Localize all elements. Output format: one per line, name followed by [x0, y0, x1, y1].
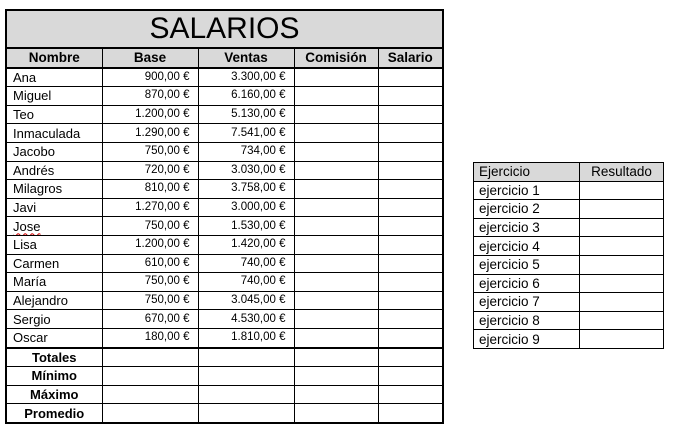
- summary-label[interactable]: Totales: [6, 348, 102, 367]
- ventas-cell[interactable]: 3.045,00 €: [198, 291, 294, 310]
- comision-cell[interactable]: [294, 180, 378, 199]
- summary-base-cell[interactable]: [102, 385, 198, 404]
- name-cell[interactable]: Inmaculada: [6, 124, 102, 143]
- summary-comision-cell[interactable]: [294, 348, 378, 367]
- comision-cell[interactable]: [294, 124, 378, 143]
- name-cell[interactable]: Andrés: [6, 161, 102, 180]
- table-row: [6, 142, 443, 161]
- base-cell[interactable]: 750,00 €: [102, 142, 198, 161]
- salario-cell[interactable]: [378, 217, 443, 236]
- comision-cell[interactable]: [294, 328, 378, 347]
- salario-cell[interactable]: [378, 180, 443, 199]
- header-salario[interactable]: Salario: [378, 48, 443, 68]
- exercise-label[interactable]: ejercicio 2: [474, 200, 580, 219]
- exercise-row: [474, 311, 664, 330]
- salario-cell[interactable]: [378, 161, 443, 180]
- name-cell[interactable]: Jose: [6, 217, 102, 236]
- salario-cell[interactable]: [378, 105, 443, 124]
- summary-base-cell[interactable]: [102, 404, 198, 423]
- table-row: [6, 217, 443, 236]
- name-cell[interactable]: Jacobo: [6, 142, 102, 161]
- header-row: [6, 48, 443, 68]
- ventas-cell[interactable]: 1.810,00 €: [198, 328, 294, 347]
- base-cell[interactable]: 670,00 €: [102, 310, 198, 329]
- exercise-label[interactable]: ejercicio 5: [474, 255, 580, 274]
- table-row: [6, 180, 443, 199]
- summary-row: [6, 348, 443, 367]
- summary-row: [6, 404, 443, 423]
- salario-cell[interactable]: [378, 254, 443, 273]
- salario-cell[interactable]: [378, 273, 443, 292]
- summary-salario-cell[interactable]: [378, 367, 443, 386]
- table-row: [6, 291, 443, 310]
- ventas-cell[interactable]: 3.758,00 €: [198, 180, 294, 199]
- ventas-cell[interactable]: 4.530,00 €: [198, 310, 294, 329]
- exercise-row: [474, 181, 664, 200]
- exercise-label[interactable]: ejercicio 1: [474, 181, 580, 200]
- comision-cell[interactable]: [294, 161, 378, 180]
- salario-cell[interactable]: [378, 68, 443, 87]
- table-row: [6, 105, 443, 124]
- comision-cell[interactable]: [294, 254, 378, 273]
- exercise-label[interactable]: ejercicio 4: [474, 237, 580, 256]
- comision-cell[interactable]: [294, 198, 378, 217]
- header-comision[interactable]: Comisión: [294, 48, 378, 68]
- table-row: [6, 310, 443, 329]
- header-resultado[interactable]: Resultado: [580, 163, 664, 182]
- salario-cell[interactable]: [378, 328, 443, 347]
- summary-base-cell[interactable]: [102, 348, 198, 367]
- table-row: [6, 161, 443, 180]
- base-cell[interactable]: 900,00 €: [102, 68, 198, 87]
- base-cell[interactable]: 810,00 €: [102, 180, 198, 199]
- salario-cell[interactable]: [378, 235, 443, 254]
- base-cell[interactable]: 1.270,00 €: [102, 198, 198, 217]
- name-cell[interactable]: Milagros: [6, 180, 102, 199]
- summary-ventas-cell[interactable]: [198, 367, 294, 386]
- header-ejercicio[interactable]: Ejercicio: [474, 163, 580, 182]
- ventas-cell[interactable]: 734,00 €: [198, 142, 294, 161]
- base-cell[interactable]: 610,00 €: [102, 254, 198, 273]
- header-nombre[interactable]: Nombre: [6, 48, 102, 68]
- summary-salario-cell[interactable]: [378, 385, 443, 404]
- summary-comision-cell[interactable]: [294, 367, 378, 386]
- table-row: [6, 198, 443, 217]
- comision-cell[interactable]: [294, 235, 378, 254]
- exercise-result-cell[interactable]: [580, 311, 664, 330]
- comision-cell[interactable]: [294, 273, 378, 292]
- exercise-result-cell[interactable]: [580, 200, 664, 219]
- exercise-result-cell[interactable]: [580, 293, 664, 312]
- name-cell[interactable]: Ana: [6, 68, 102, 87]
- ventas-cell[interactable]: 1.420,00 €: [198, 235, 294, 254]
- ventas-cell[interactable]: 3.300,00 €: [198, 68, 294, 87]
- base-cell[interactable]: 750,00 €: [102, 291, 198, 310]
- base-cell[interactable]: 1.200,00 €: [102, 235, 198, 254]
- exercise-row: [474, 255, 664, 274]
- salario-cell[interactable]: [378, 310, 443, 329]
- name-cell[interactable]: Lisa: [6, 235, 102, 254]
- exercise-row: [474, 200, 664, 219]
- base-cell[interactable]: 1.290,00 €: [102, 124, 198, 143]
- table-row: [6, 124, 443, 143]
- base-cell[interactable]: 750,00 €: [102, 217, 198, 236]
- exercise-result-cell[interactable]: [580, 237, 664, 256]
- table-row: [6, 328, 443, 347]
- name-cell[interactable]: María: [6, 273, 102, 292]
- salario-cell[interactable]: [378, 124, 443, 143]
- table-row: [6, 235, 443, 254]
- exercise-result-cell[interactable]: [580, 255, 664, 274]
- ventas-cell[interactable]: 5.130,00 €: [198, 105, 294, 124]
- comision-cell[interactable]: [294, 105, 378, 124]
- exercise-label[interactable]: ejercicio 6: [474, 274, 580, 293]
- table-row: [6, 68, 443, 87]
- ventas-cell[interactable]: 740,00 €: [198, 273, 294, 292]
- summary-row: [6, 367, 443, 386]
- exercise-label[interactable]: ejercicio 8: [474, 311, 580, 330]
- header-ventas[interactable]: Ventas: [198, 48, 294, 68]
- ventas-cell[interactable]: 7.541,00 €: [198, 124, 294, 143]
- summary-ventas-cell[interactable]: [198, 404, 294, 423]
- exercise-row: [474, 274, 664, 293]
- ventas-cell[interactable]: 1.530,00 €: [198, 217, 294, 236]
- summary-salario-cell[interactable]: [378, 404, 443, 423]
- exercise-header-row: [474, 163, 664, 182]
- summary-salario-cell[interactable]: [378, 348, 443, 367]
- comision-cell[interactable]: [294, 310, 378, 329]
- name-cell[interactable]: Miguel: [6, 87, 102, 106]
- salario-cell[interactable]: [378, 198, 443, 217]
- base-cell[interactable]: 870,00 €: [102, 87, 198, 106]
- comision-cell[interactable]: [294, 142, 378, 161]
- comision-cell[interactable]: [294, 68, 378, 87]
- name-cell[interactable]: Oscar: [6, 328, 102, 347]
- base-cell[interactable]: 180,00 €: [102, 328, 198, 347]
- summary-row: [6, 385, 443, 404]
- ventas-cell[interactable]: 3.000,00 €: [198, 198, 294, 217]
- header-base[interactable]: Base: [102, 48, 198, 68]
- comision-cell[interactable]: [294, 87, 378, 106]
- summary-comision-cell[interactable]: [294, 404, 378, 423]
- salario-cell[interactable]: [378, 142, 443, 161]
- exercise-result-cell[interactable]: [580, 181, 664, 200]
- summary-ventas-cell[interactable]: [198, 385, 294, 404]
- name-cell[interactable]: Alejandro: [6, 291, 102, 310]
- summary-label[interactable]: Máximo: [6, 385, 102, 404]
- base-cell[interactable]: 720,00 €: [102, 161, 198, 180]
- summary-label[interactable]: Mínimo: [6, 367, 102, 386]
- comision-cell[interactable]: [294, 217, 378, 236]
- name-cell[interactable]: Sergio: [6, 310, 102, 329]
- sheet-title[interactable]: SALARIOS: [6, 10, 443, 48]
- ventas-cell[interactable]: 3.030,00 €: [198, 161, 294, 180]
- summary-label[interactable]: Promedio: [6, 404, 102, 423]
- table-row: [6, 87, 443, 106]
- name-cell[interactable]: Javi: [6, 198, 102, 217]
- base-cell[interactable]: 1.200,00 €: [102, 105, 198, 124]
- exercise-result-cell[interactable]: [580, 330, 664, 349]
- salario-cell[interactable]: [378, 87, 443, 106]
- ventas-cell[interactable]: 740,00 €: [198, 254, 294, 273]
- base-cell[interactable]: 750,00 €: [102, 273, 198, 292]
- summary-comision-cell[interactable]: [294, 385, 378, 404]
- name-cell[interactable]: Teo: [6, 105, 102, 124]
- exercise-row: [474, 330, 664, 349]
- exercise-row: [474, 218, 664, 237]
- summary-ventas-cell[interactable]: [198, 348, 294, 367]
- summary-base-cell[interactable]: [102, 367, 198, 386]
- exercise-row: [474, 293, 664, 312]
- table-row: [6, 254, 443, 273]
- salario-cell[interactable]: [378, 291, 443, 310]
- name-cell[interactable]: Carmen: [6, 254, 102, 273]
- table-row: [6, 273, 443, 292]
- exercise-row: [474, 237, 664, 256]
- exercise-label[interactable]: ejercicio 3: [474, 218, 580, 237]
- exercise-label[interactable]: ejercicio 7: [474, 293, 580, 312]
- exercise-table: [473, 162, 664, 349]
- comision-cell[interactable]: [294, 291, 378, 310]
- salary-table: [5, 9, 444, 424]
- exercise-result-cell[interactable]: [580, 274, 664, 293]
- exercise-result-cell[interactable]: [580, 218, 664, 237]
- ventas-cell[interactable]: 6.160,00 €: [198, 87, 294, 106]
- exercise-label[interactable]: ejercicio 9: [474, 330, 580, 349]
